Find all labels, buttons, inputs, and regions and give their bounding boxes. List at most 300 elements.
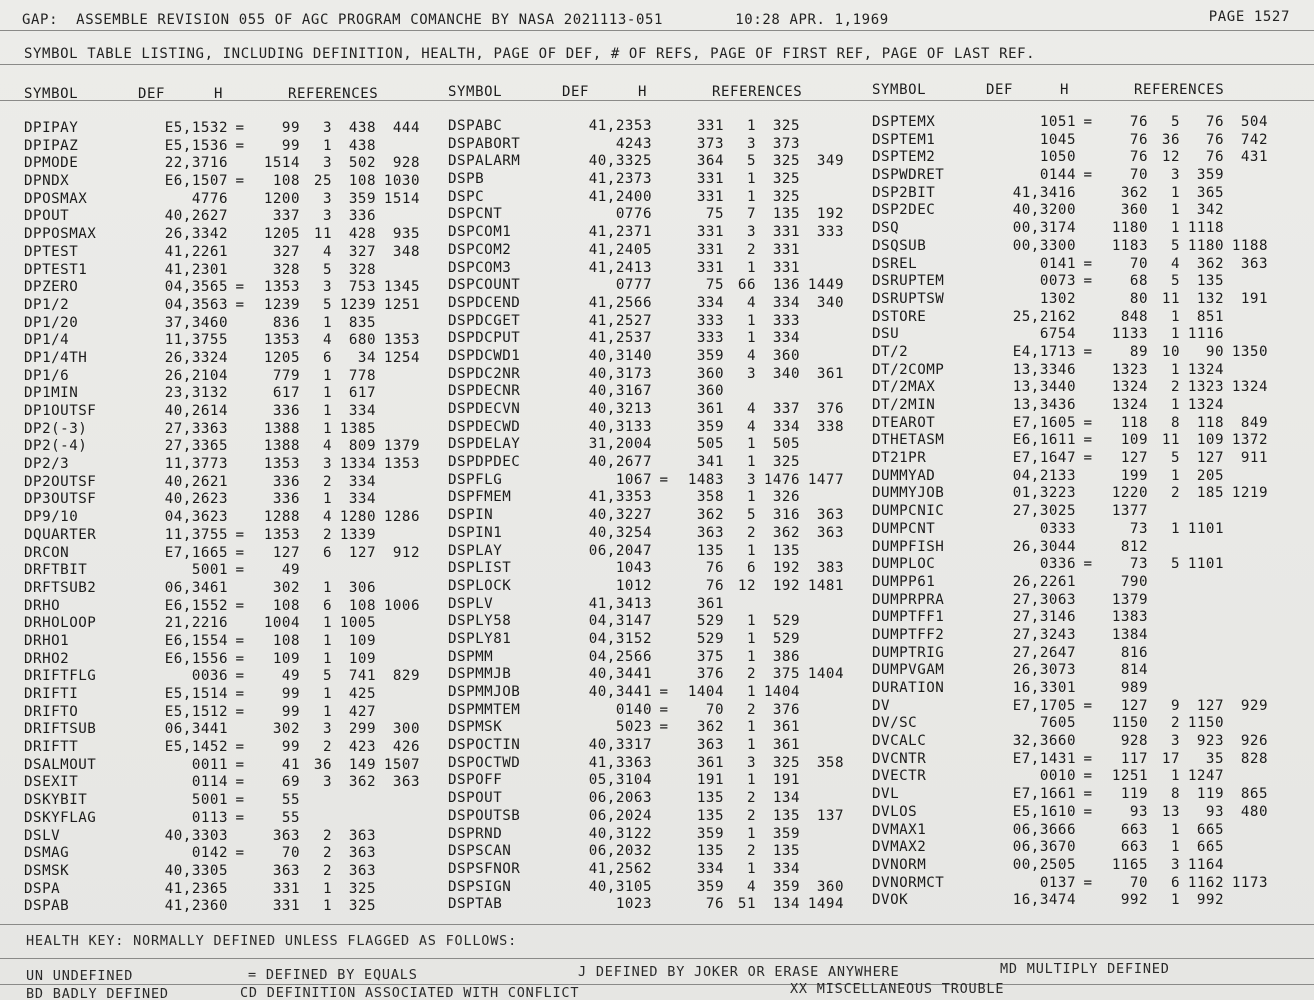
ref-count: 1 (746, 684, 756, 700)
ref-count: 1 (322, 686, 332, 702)
def-page: 108 (272, 173, 300, 190)
definition: 06,2063 (588, 790, 652, 807)
symbol-name: DVCALC (872, 733, 927, 750)
symbol-name: DRHO2 (24, 650, 70, 667)
ref-count: 2 (322, 827, 332, 844)
key-undefined: UN UNDEFINED (26, 968, 134, 984)
ref-count: 8 (1170, 786, 1180, 803)
ref-count: 2 (746, 701, 756, 718)
definition: 40,3254 (588, 524, 652, 541)
ref-count: 3 (1170, 733, 1180, 750)
def-page: 199 (1120, 467, 1148, 484)
ref-count: 4 (746, 878, 756, 895)
first-ref-page: 362 (1196, 255, 1224, 272)
ref-count: 9 (1170, 697, 1180, 714)
definition: 37,3460 (164, 314, 228, 331)
ref-count: 1 (1170, 361, 1180, 378)
first-ref-page: 1150 (1187, 715, 1224, 732)
def-page: 333 (696, 330, 724, 347)
ref-count: 1 (746, 454, 756, 471)
definition: 06,2032 (588, 843, 652, 860)
health-flag: = (1083, 556, 1093, 573)
symbol-name: DPOSMAX (24, 190, 88, 207)
health-flag: = (1083, 273, 1093, 290)
definition: 0010 (1039, 768, 1076, 785)
def-page: 135 (696, 542, 724, 559)
def-page: 360 (1120, 202, 1148, 219)
last-ref-page: 383 (816, 560, 844, 577)
def-page: 70 (1129, 167, 1148, 184)
symbol-name: DSPC (448, 188, 485, 205)
def-page: 68 (1129, 273, 1148, 290)
definition: 0011 (191, 756, 228, 773)
ref-count: 4 (322, 438, 332, 455)
def-page: 663 (1120, 839, 1148, 856)
definition: 04,2566 (588, 648, 652, 665)
health-flag: = (235, 792, 245, 809)
first-ref-page: 325 (772, 754, 800, 771)
ref-count: 1 (1170, 768, 1180, 785)
first-ref-page: 127 (1196, 450, 1224, 467)
health-flag: = (659, 701, 669, 718)
definition: 0114 (191, 774, 228, 791)
definition: 40,3213 (588, 401, 652, 417)
last-ref-page: 363 (816, 524, 844, 541)
ref-count: 1 (1170, 821, 1180, 838)
def-page: 617 (272, 385, 300, 402)
health-flag: = (235, 562, 245, 579)
ref-count: 4 (746, 418, 756, 435)
def-page: 55 (281, 809, 300, 826)
definition: 16,3474 (1012, 892, 1076, 909)
definition: E6,1507 (164, 173, 228, 190)
first-ref-page: 205 (1196, 467, 1224, 484)
def-page: 1514 (263, 155, 300, 172)
first-ref-page: 363 (348, 827, 376, 844)
definition: 41,2566 (588, 294, 652, 311)
col-header-def-3: DEF (986, 82, 1014, 98)
first-ref-page: 778 (348, 367, 376, 384)
def-page: 363 (696, 737, 724, 754)
def-page: 334 (696, 294, 724, 311)
first-ref-page: 325 (772, 171, 800, 188)
first-ref-page: 136 (772, 277, 800, 294)
first-ref-page: 753 (348, 279, 376, 296)
last-ref-page: 912 (392, 544, 420, 561)
first-ref-page: 438 (348, 120, 376, 136)
definition: E5,1452 (164, 739, 228, 756)
def-page: 376 (696, 666, 724, 683)
symbol-name: DSQSUB (872, 237, 927, 254)
symbol-name: DP2(-3) (24, 420, 88, 437)
first-ref-page: 359 (772, 878, 800, 895)
first-ref-page: 1385 (339, 420, 376, 437)
symbol-name: DSPCOM2 (448, 241, 512, 258)
last-ref-page: 928 (392, 155, 420, 172)
symbol-name: DRFTBIT (24, 562, 88, 579)
first-ref-page: 342 (1196, 202, 1224, 219)
first-ref-page: 334 (772, 294, 800, 311)
symbol-name: DSPDELAY (448, 436, 521, 453)
definition: E5,1610 (1012, 803, 1076, 820)
symbol-name: DSRUPTSW (872, 290, 945, 307)
ref-count: 4 (1170, 255, 1180, 272)
definition: 26,3342 (164, 226, 228, 243)
first-ref-page: 134 (772, 896, 800, 913)
definition: 1302 (1039, 290, 1076, 307)
ref-count: 2 (322, 526, 332, 543)
ref-count: 1 (322, 367, 332, 384)
first-ref-page: 362 (772, 524, 800, 541)
definition: 1051 (1039, 114, 1076, 130)
definition: E5,1512 (164, 703, 228, 720)
def-page: 1323 (1111, 361, 1148, 378)
def-page: 73 (1129, 556, 1148, 573)
def-page: 363 (696, 524, 724, 541)
definition: 06,3666 (1012, 821, 1076, 838)
definition: 41,2373 (588, 171, 652, 188)
first-ref-page: 135 (1196, 273, 1224, 290)
def-page: 505 (696, 436, 724, 453)
ref-count: 1 (322, 137, 332, 154)
symbol-name: DSPCOM3 (448, 259, 512, 276)
def-page: 109 (272, 650, 300, 667)
last-ref-page: 191 (1240, 290, 1268, 307)
symbol-name: DT/2MIN (872, 397, 936, 413)
symbol-name: DSPDPDEC (448, 454, 521, 471)
symbol-name: DP2/3 (24, 456, 70, 473)
last-ref-page: 1404 (807, 666, 844, 683)
symbol-name: DPTEST1 (24, 261, 88, 278)
symbol-name: DP1/2 (24, 296, 70, 313)
last-ref-page: 192 (816, 206, 844, 223)
ref-count: 1 (1170, 397, 1180, 413)
last-ref-page: 1345 (383, 279, 420, 296)
def-page: 127 (272, 544, 300, 561)
last-ref-page: 865 (1240, 786, 1268, 803)
health-flag: = (235, 173, 245, 190)
symbol-name: DSPMMTEM (448, 701, 521, 718)
symbol-name: DSKYBIT (24, 792, 88, 809)
key-equals: = DEFINED BY EQUALS (248, 967, 418, 983)
last-ref-page: 333 (816, 224, 844, 241)
symbol-name: DRIFTFLG (24, 668, 97, 685)
ref-count: 1 (746, 330, 756, 347)
first-ref-page: 336 (348, 208, 376, 225)
health-flag: = (1083, 450, 1093, 467)
first-ref-page: 665 (1196, 839, 1224, 856)
def-page: 992 (1120, 892, 1148, 909)
ref-count: 25 (313, 173, 332, 190)
ref-count: 1 (322, 632, 332, 649)
definition: 4243 (615, 135, 652, 152)
ref-count: 3 (746, 135, 756, 152)
col-header-symbol-3: SYMBOL (872, 82, 927, 98)
def-page: 73 (1129, 520, 1148, 537)
symbol-name: DPNDX (24, 173, 70, 190)
first-ref-page: 109 (348, 632, 376, 649)
definition: 27,3243 (1012, 626, 1076, 643)
ref-count: 1 (746, 613, 756, 630)
definition: 41,2360 (164, 898, 228, 915)
def-page: 336 (272, 403, 300, 419)
first-ref-page: 333 (772, 312, 800, 329)
ref-count: 1 (746, 489, 756, 506)
first-ref-page: 1101 (1187, 556, 1224, 573)
definition: 0333 (1039, 520, 1076, 537)
def-page: 1353 (263, 456, 300, 473)
symbol-name: DSPMSK (448, 719, 503, 736)
first-ref-page: 1239 (339, 296, 376, 313)
ref-count: 5 (746, 153, 756, 170)
def-page: 99 (281, 686, 300, 702)
last-ref-page: 849 (1240, 414, 1268, 431)
def-page: 108 (272, 632, 300, 649)
def-page: 814 (1120, 662, 1148, 679)
health-flag: = (1083, 167, 1093, 184)
last-ref-page: 1173 (1231, 874, 1268, 891)
definition: 26,2104 (164, 367, 228, 384)
def-page: 109 (1120, 432, 1148, 449)
health-flag: = (235, 739, 245, 756)
def-page: 1288 (263, 509, 300, 526)
symbol-name: DSPTEM2 (872, 149, 936, 166)
health-flag: = (235, 774, 245, 791)
ref-count: 36 (313, 756, 332, 773)
first-ref-page: 1118 (1187, 220, 1224, 237)
def-page: 135 (696, 807, 724, 824)
symbol-name: DRCON (24, 544, 70, 561)
def-page: 928 (1120, 733, 1148, 750)
definition: E5,1532 (164, 120, 228, 136)
definition: 6754 (1039, 326, 1076, 343)
def-page: 1251 (1111, 768, 1148, 785)
ref-count: 51 (737, 896, 756, 913)
symbol-name: DT21PR (872, 450, 927, 467)
ref-count: 3 (322, 155, 332, 172)
symbol-name: DRHO1 (24, 632, 70, 649)
symbol-name: DSRUPTEM (872, 273, 945, 290)
definition: E7,1665 (164, 544, 228, 561)
definition: 0073 (1039, 273, 1076, 290)
def-page: 1150 (1111, 715, 1148, 732)
ref-count: 17 (1161, 750, 1180, 767)
symbol-name: DSPOUT (448, 790, 503, 807)
symbol-name: DSPOFF (448, 772, 503, 789)
ref-count: 5 (322, 296, 332, 313)
def-page: 331 (696, 241, 724, 258)
definition: 05,3104 (588, 772, 652, 789)
def-page: 816 (1120, 644, 1148, 661)
ref-count: 1 (1170, 220, 1180, 237)
definition: E6,1611 (1012, 432, 1076, 449)
last-ref-page: 1188 (1231, 237, 1268, 254)
first-ref-page: 192 (772, 560, 800, 577)
symbol-name: DUMPVGAM (872, 662, 945, 679)
rule-1 (0, 30, 1314, 31)
def-page: 336 (272, 491, 300, 508)
symbol-name: DP2(-4) (24, 438, 88, 455)
key-joker: J DEFINED BY JOKER OR ERASE ANYWHERE (578, 964, 900, 980)
definition: 41,2353 (588, 118, 652, 134)
first-ref-page: 326 (772, 489, 800, 506)
def-page: 331 (696, 188, 724, 205)
def-page: 1180 (1111, 220, 1148, 237)
first-ref-page: 1280 (339, 509, 376, 526)
def-page: 989 (1120, 680, 1148, 696)
ref-count: 11 (1161, 432, 1180, 449)
first-ref-page: 1116 (1187, 326, 1224, 343)
definition: 41,3353 (588, 489, 652, 506)
col-header-h-2: H (638, 84, 648, 100)
definition: 40,3441 (588, 684, 652, 700)
last-ref-page: 1006 (383, 597, 420, 614)
ref-count: 1 (746, 737, 756, 754)
symbol-name: DSPDC2NR (448, 365, 521, 382)
first-ref-page: 741 (348, 668, 376, 685)
def-page: 359 (696, 418, 724, 435)
def-page: 1324 (1111, 379, 1148, 396)
symbol-name: DSPDCEND (448, 294, 521, 311)
health-flag: = (1083, 414, 1093, 431)
symbol-name: DSLV (24, 827, 61, 844)
health-flag: = (235, 597, 245, 614)
ref-count: 1 (1170, 308, 1180, 325)
first-ref-page: 363 (348, 862, 376, 879)
ref-count: 1 (322, 491, 332, 508)
ref-count: 2 (746, 843, 756, 860)
symbol-name: DSPSCAN (448, 843, 512, 860)
last-ref-page: 1286 (383, 509, 420, 526)
def-page: 334 (696, 860, 724, 877)
def-page: 75 (705, 277, 724, 294)
definition: 41,2562 (588, 860, 652, 877)
ref-count: 3 (746, 471, 756, 488)
definition: 13,3440 (1012, 379, 1076, 396)
symbol-name: DP1/4TH (24, 349, 88, 366)
col-header-h-1: H (214, 86, 224, 102)
symbol-name: DURATION (872, 680, 945, 696)
last-ref-page: 911 (1240, 450, 1268, 467)
symbol-name: DUMMYAD (872, 467, 936, 484)
first-ref-page: 192 (772, 577, 800, 594)
col-header-h-3: H (1060, 82, 1070, 98)
definition: 0140 (615, 701, 652, 718)
definition: 0137 (1039, 874, 1076, 891)
symbol-name: DSPLY58 (448, 613, 512, 630)
symbol-name: DPOUT (24, 208, 70, 225)
first-ref-page: 359 (772, 825, 800, 842)
first-ref-page: 359 (1196, 167, 1224, 184)
last-ref-page: 1477 (807, 471, 844, 488)
symbol-name: DPMODE (24, 155, 79, 172)
ref-count: 3 (1170, 856, 1180, 873)
symbol-name: DP1OUTSF (24, 403, 97, 419)
def-page: 337 (272, 208, 300, 225)
def-page: 89 (1129, 343, 1148, 360)
def-page: 331 (272, 898, 300, 915)
symbol-name: DSPA (24, 880, 61, 897)
ref-count: 2 (322, 845, 332, 862)
last-ref-page: 1030 (383, 173, 420, 190)
def-page: 331 (696, 118, 724, 134)
first-ref-page: 502 (348, 155, 376, 172)
definition: 26,2261 (1012, 573, 1076, 590)
def-page: 76 (705, 560, 724, 577)
symbol-name: DUMPTRIG (872, 644, 945, 661)
definition: 27,3363 (164, 420, 228, 437)
ref-count: 5 (1170, 556, 1180, 573)
definition: 41,2261 (164, 243, 228, 260)
health-flag: = (1083, 114, 1093, 130)
first-ref-page: 135 (772, 807, 800, 824)
symbol-name: DSPSIGN (448, 878, 512, 895)
def-page: 663 (1120, 821, 1148, 838)
def-page: 69 (281, 774, 300, 791)
symbol-name: DUMPTFF2 (872, 626, 945, 643)
first-ref-page: 505 (772, 436, 800, 453)
first-ref-page: 108 (348, 173, 376, 190)
definition: 41,2537 (588, 330, 652, 347)
first-ref-page: 334 (348, 473, 376, 490)
definition: 41,2405 (588, 241, 652, 258)
symbol-name: DSPTEMX (872, 114, 936, 130)
def-page: 302 (272, 579, 300, 596)
ref-count: 1 (322, 615, 332, 632)
symbol-name: DSALMOUT (24, 756, 97, 773)
symbol-name: DSPMMJOB (448, 684, 521, 700)
ref-count: 1 (322, 650, 332, 667)
ref-count: 1 (1170, 326, 1180, 343)
definition: 40,2614 (164, 403, 228, 419)
col-header-refs-2: REFERENCES (712, 84, 803, 100)
first-ref-page: 135 (772, 206, 800, 223)
symbol-name: DSPAB (24, 898, 70, 915)
last-ref-page: 1379 (383, 438, 420, 455)
def-page: 1004 (263, 615, 300, 632)
def-page: 76 (705, 577, 724, 594)
symbol-name: DSPIN1 (448, 524, 503, 541)
ref-count: 6 (746, 560, 756, 577)
first-ref-page: 923 (1196, 733, 1224, 750)
ref-count: 1 (322, 880, 332, 897)
ref-count: 6 (322, 597, 332, 614)
def-page: 1483 (687, 471, 724, 488)
first-ref-page: 376 (772, 701, 800, 718)
definition: 40,3227 (588, 507, 652, 524)
ref-count: 1 (322, 403, 332, 419)
symbol-name: DUMPTFF1 (872, 609, 945, 626)
symbol-name: DP9/10 (24, 509, 79, 526)
definition: 27,3365 (164, 438, 228, 455)
ref-count: 1 (322, 898, 332, 915)
health-flag: = (1083, 432, 1093, 449)
def-page: 1183 (1111, 237, 1148, 254)
definition: 41,2400 (588, 188, 652, 205)
def-page: 327 (272, 243, 300, 260)
symbol-name: DRIFTSUB (24, 721, 97, 738)
ref-count: 2 (1170, 485, 1180, 502)
symbol-name: DSPFMEM (448, 489, 512, 506)
definition: 1012 (615, 577, 652, 594)
symbol-name: DP2OUTSF (24, 473, 97, 490)
ref-count: 36 (1161, 131, 1180, 148)
def-page: 70 (705, 701, 724, 718)
first-ref-page: 835 (348, 314, 376, 331)
definition: E7,1705 (1012, 697, 1076, 714)
last-ref-page: 1481 (807, 577, 844, 594)
last-ref-page: 137 (816, 807, 844, 824)
